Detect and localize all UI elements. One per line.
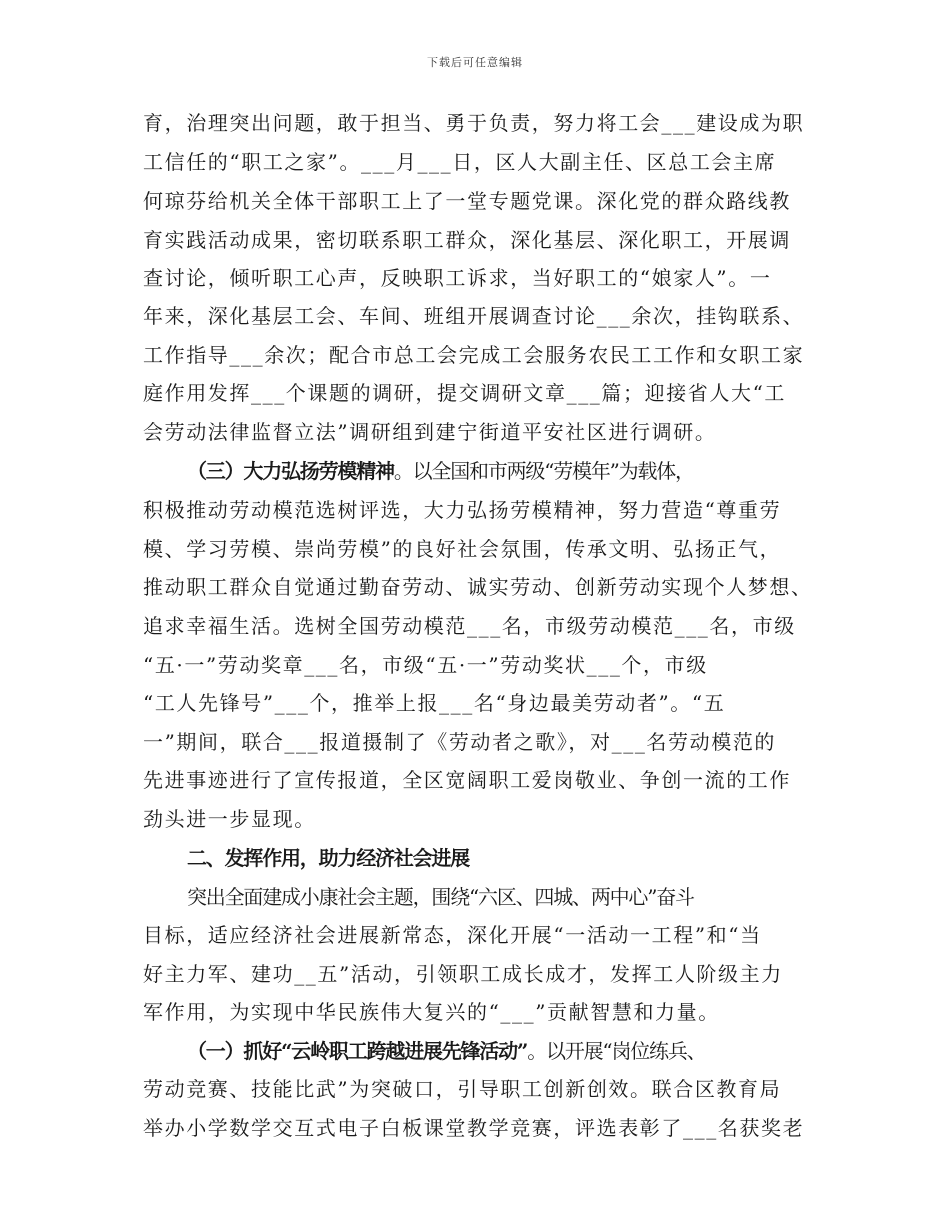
text-line (143, 1077, 823, 1101)
text-line (143, 1116, 823, 1140)
text-segment: 育，治理突出问题，敢于担当、勇于负责，努力将工会___建设成为职 (143, 111, 805, 135)
text-segment: 工信任的“职工之家”。___月___日，区人大副主任、区总工会主席 (143, 150, 777, 174)
text-line (143, 537, 823, 561)
section-heading: 二、发挥作用，助力经济社会进展 (187, 846, 469, 870)
text-line (143, 343, 823, 367)
text-segment: 先进事迹进行了宣传报道，全区宽阔职工爱岗敬业、争创一流的工作 (143, 768, 791, 792)
text-segment: 工作指导___余次；配合市总工会完成工会服务农民工工作和女职工家 (143, 343, 805, 367)
text-line (143, 807, 823, 831)
text-line (143, 304, 823, 328)
text-line (143, 381, 823, 405)
text-segment: 军作用，为实现中华民族伟大复兴的“___”贡献智慧和力量。 (143, 1000, 720, 1024)
text-segment: “五·一”劳动奖章___名，市级“五·一”劳动奖状___个，市级 (143, 653, 708, 677)
text-line (143, 962, 823, 986)
text-segment: 一”期间，联合___报道摄制了《劳动者之歌》，对___名劳动模范的 (143, 730, 777, 754)
text-segment: 何琼芬给机关全体干部职工上了一堂专题党课。深化党的群众路线教 (143, 189, 791, 213)
text-segment: 积极推动劳动模范选树评选，大力弘扬劳模精神，努力营造“尊重劳 (143, 498, 782, 522)
text-line (143, 150, 823, 174)
text-segment: 追求幸福生活。选树全国劳动模范___名，市级劳动模范___名，市级 (143, 614, 796, 638)
text-line (143, 730, 823, 754)
page-header: 下载后可任意编辑 (427, 56, 523, 69)
text-segment: 庭作用发挥___个课题的调研，提交调研文章___篇；迎接省人大“工 (143, 381, 787, 405)
text-segment: 年来，深化基层工会、车间、班组开展调查讨论___余次，挂钩联系、 (143, 304, 805, 328)
text-segment: 劲头进一步显现。 (143, 807, 316, 831)
text-line (143, 575, 823, 599)
text-segment: 突出全面建成小康社会主题，围绕“六区、四城、两中心”奋斗 (187, 885, 694, 909)
section-heading-line (187, 846, 867, 870)
text-line (143, 923, 823, 947)
text-segment: 查讨论，倾听职工心声，反映职工诉求，当好职工的“娘家人”。一 (143, 266, 772, 290)
text-segment: 。以开展“岗位练兵、 (527, 1039, 706, 1063)
section-heading: （一）抓好“云岭职工跨越进展先锋活动” (187, 1039, 528, 1063)
text-line (143, 498, 823, 522)
text-line (143, 420, 823, 444)
section-heading-line (187, 1039, 867, 1063)
text-line (143, 614, 823, 638)
text-line (143, 111, 823, 135)
text-line (143, 189, 823, 213)
text-line (143, 691, 823, 715)
text-segment: 。以全国和市两级“劳模年”为载体， (393, 459, 694, 483)
text-line (143, 228, 823, 252)
text-line (143, 653, 823, 677)
text-line (143, 1000, 823, 1024)
text-segment: 举办小学数学交互式电子白板课堂教学竞赛，评选表彰了___名获奖老 (143, 1116, 805, 1140)
text-segment: “工人先锋号”___个，推举上报___名“身边最美劳动者”。“五 (143, 691, 726, 715)
text-line (187, 885, 867, 909)
text-segment: 会劳动法律监督立法”调研组到建宁街道平安社区进行调研。 (143, 420, 717, 444)
section-heading: （三）大力弘扬劳模精神 (187, 459, 394, 483)
text-segment: 推动职工群众自觉通过勤奋劳动、诚实劳动、创新劳动实现个人梦想、 (143, 575, 813, 599)
text-segment: 劳动竞赛、技能比武”为突破口，引导职工创新创效。联合区教育局 (143, 1077, 782, 1101)
text-line (143, 266, 823, 290)
text-segment: 模、学习劳模、崇尚劳模”的良好社会氛围，传承文明、弘扬正气， (143, 537, 782, 561)
text-segment: 好主力军、建功__五”活动，引领职工成长成才，发挥工人阶级主力 (143, 962, 783, 986)
section-heading-line (187, 459, 867, 483)
text-line (143, 768, 823, 792)
text-segment: 目标，适应经济社会进展新常态，深化开展“一活动一工程”和“当 (143, 923, 762, 947)
text-segment: 育实践活动成果，密切联系职工群众，深化基层、深化职工，开展调 (143, 228, 791, 252)
